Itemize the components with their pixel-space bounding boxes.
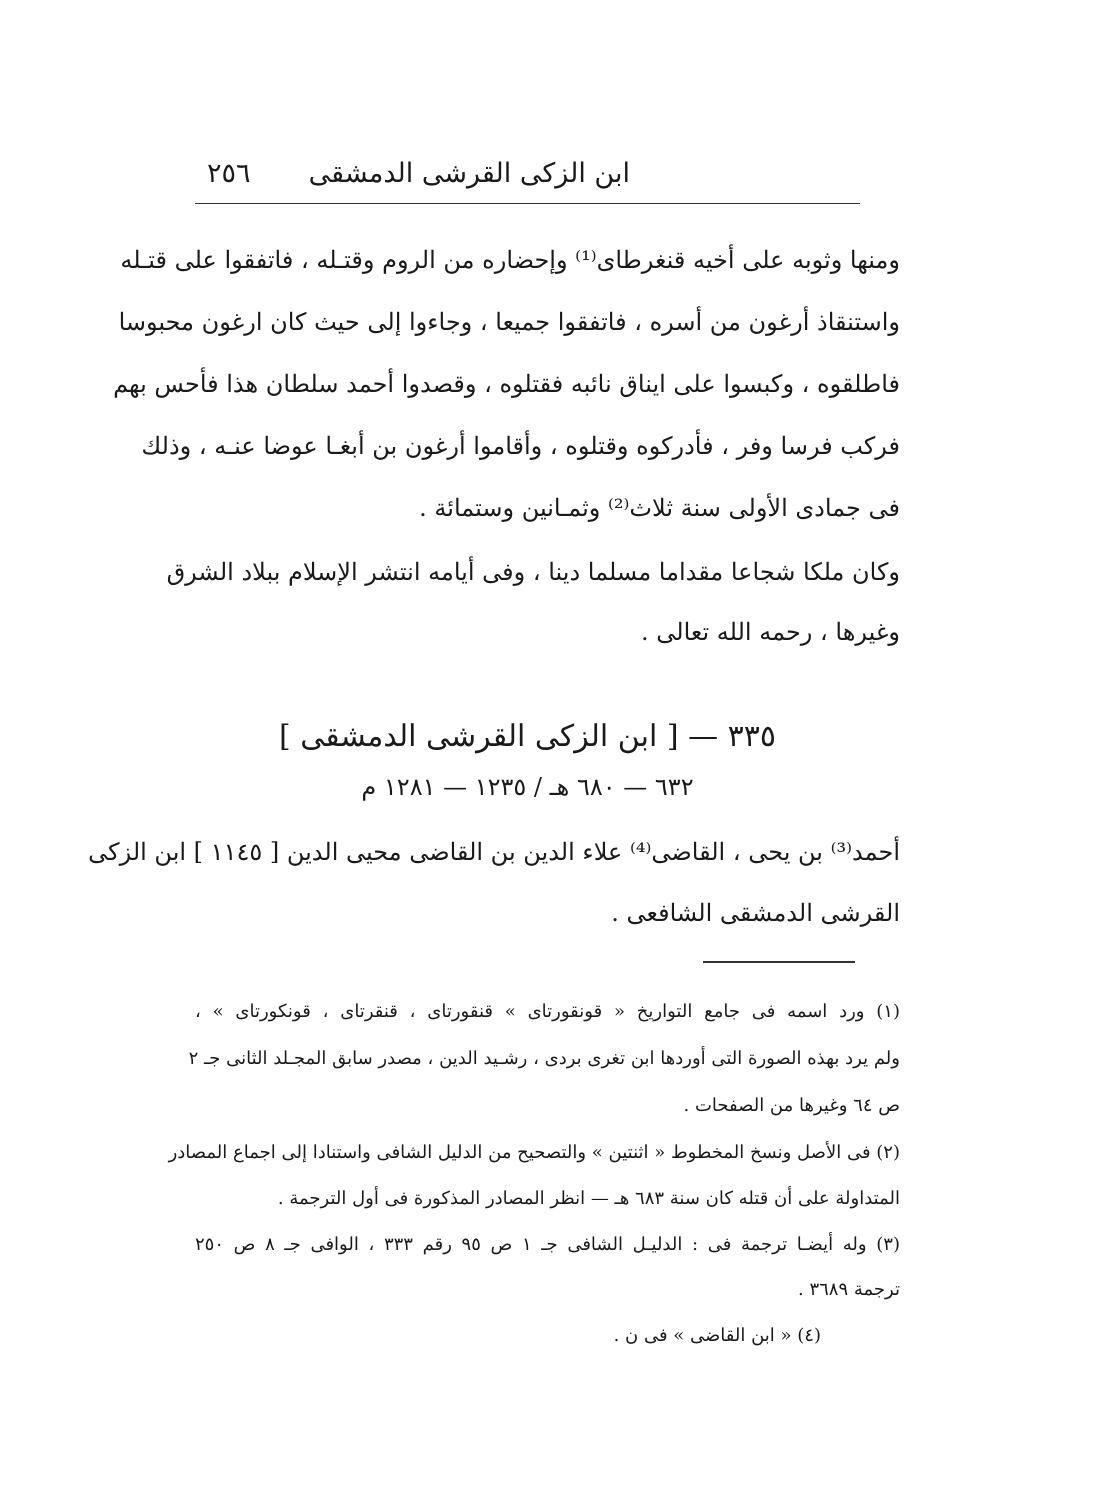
body-line: ومنها وثوبه على أخيه قنغرطاى⁽¹⁾ وإحضاره من الروم وقتـله ، فاتفقوا على قتـله <box>120 246 900 274</box>
entry-line: أحمد⁽³⁾ بن يحى ، القاضى⁽⁴⁾ علاء الدين بن القاضى محيى الدين [ ١١٤٥ ] ابن الزكى <box>88 838 900 866</box>
footnote-line: (٢) فى الأصل ونسخ المخطوط « اثنتين » والتصحيح من الدليل الشافى واستنادا إلى اجماع المصادر <box>168 1142 900 1163</box>
header-rule <box>195 203 860 204</box>
footnote-line: ولم يرد بهذه الصورة التى أوردها ابن تغرى بردى ، رشـيد الدين ، مصدر سابق المجـلد الثانى جـ ٢ <box>188 1048 900 1069</box>
header-title: ابن الزكى القرشى الدمشقى <box>308 158 630 189</box>
footnote-line: (١) ورد اسمه فى جامع التواريخ « قونقورتاى » قنقورتاى ، قنقرتاى ، قونكورتاى » ، <box>195 1001 900 1022</box>
page-number: ٢٥٦ <box>207 158 251 189</box>
footnote-rule <box>703 961 855 963</box>
body-line: فركب فرسا وفر ، فأدركوه وقتلوه ، وأقاموا أرغون بن أبغـا عوضا عنـه ، وذلك <box>141 432 900 460</box>
body-line: وكان ملكا شجاعا مقداما مسلما دينا ، وفى أيامه انتشر الإسلام ببلاد الشرق <box>166 558 900 586</box>
body-line: فى جمادى الأولى سنة ثلاث⁽²⁾ وثمـانين وستمائة . <box>419 494 900 522</box>
footnote-line: ص ٦٤ وغيرها من الصفحات . <box>683 1095 900 1116</box>
body-line: واستنقاذ أرغون من أسره ، فاتفقوا جميعا ، وجاءوا إلى حيث كان ارغون محبوسا <box>118 308 900 336</box>
footnote-line: (٤) « ابن القاضى » فى ن . <box>613 1325 821 1346</box>
entry-title: ٣٣٥ — [ ابن الزكى القرشى الدمشقى ] <box>279 719 776 754</box>
running-header <box>195 150 860 206</box>
entry-line: القرشى الدمشقى الشافعى . <box>611 899 900 927</box>
footnote-line: (٣) وله أيضـا ترجمة فى : الدليـل الشافى جـ ١ ص ٩٥ رقم ٣٣٣ ، الوافى جـ ٨ ص ٢٥٠ <box>195 1234 900 1255</box>
body-line: وغيرها ، رحمه الله تعالى . <box>641 618 900 646</box>
entry-dates: ٦٣٢ — ٦٨٠ هـ / ١٢٣٥ — ١٢٨١ م <box>361 773 694 801</box>
footnote-line: المتداولة على أن قتله كان سنة ٦٨٣ هـ — انظر المصادر المذكورة فى أول الترجمة . <box>277 1188 900 1209</box>
body-line: فاطلقوه ، وكبسوا على ايناق نائبه فقتلوه ، وقصدوا أحمد سلطان هذا فأحس بهم <box>113 370 900 398</box>
footnote-line: ترجمة ٣٦٨٩ . <box>798 1279 900 1300</box>
